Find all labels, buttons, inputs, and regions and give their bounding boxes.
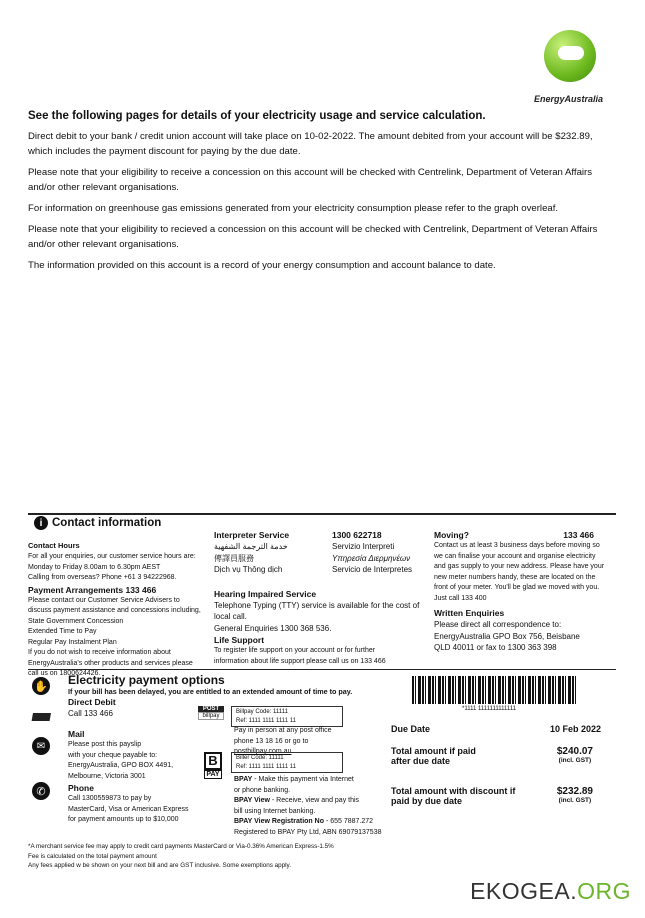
- after-due-label: Total amount if paid: [391, 746, 476, 756]
- due-date: 10 Feb 2022: [549, 724, 601, 734]
- gst-note: (incl. GST): [558, 757, 592, 764]
- bpay-line-text: - Make this payment via Internet: [252, 776, 354, 783]
- payment-arrangements-title: Payment Arrangements 133 466: [28, 584, 157, 595]
- text: discuss payment assistance and concessions including,: [28, 607, 201, 614]
- contact-title: Contact information: [52, 517, 162, 529]
- text: To register life support on your account or for further: [214, 647, 376, 654]
- bpay-line-bold: BPAY: [234, 776, 253, 783]
- info-icon: i: [34, 516, 48, 530]
- text: and gas supply to your new address. Please have your: [434, 563, 605, 570]
- interpreter-column: [214, 529, 424, 667]
- hearing-title: Hearing Impaired Service: [214, 588, 317, 599]
- moving-column: [434, 529, 614, 654]
- logo-text: EnergyAustralia: [534, 94, 604, 104]
- post-logo-text: POST: [198, 706, 224, 712]
- text: Melbourne, Victoria 3001: [68, 772, 146, 780]
- text: Telephone Typing (TTY) service is available for the cost of local call.: [214, 600, 420, 621]
- biller-ref: Ref: 1111 1111 1111 11: [236, 763, 296, 770]
- due-date-label: Due Date: [391, 724, 431, 734]
- contact-hours-column: [28, 540, 208, 680]
- text: phone 13 18 16 or go to: [234, 737, 309, 745]
- text: Servizio Interpreti: [332, 542, 395, 551]
- watermark-part: EKOGEA.: [470, 878, 578, 904]
- text: front of your meter. You'll be glad we moved with you.: [434, 584, 600, 591]
- intro-paragraph: Please note that your eligibility to recieved a concession on this account will be checked with Centrelink, Department of Veteran Affairs and/or other relevant organisations.: [28, 224, 598, 250]
- bpay-logo-text: PAY: [204, 770, 222, 779]
- discount-amount: $232.89: [556, 786, 593, 797]
- intro-heading: See the following pages for details of your electricity usage and service calculation.: [28, 110, 486, 122]
- payment-hand-icon: ✋: [32, 677, 50, 695]
- text: Servicio de Interpretes: [332, 565, 413, 574]
- text: Please contact our Customer Service Advisers to: [28, 596, 180, 604]
- text: For all your enquiries, our customer service hours are:: [28, 553, 196, 560]
- intro-paragraph: Direct debit to your bank / credit union account will take place on 10-02-2022. The amount debited from your account will be $232.89, which includes the payment discount for paying by the due date.: [28, 131, 593, 157]
- text: Υπηρεσία Διερμηνέων: [332, 553, 411, 563]
- bpay-line-text: bill using Internet banking.: [234, 807, 316, 815]
- footnote: *A merchant service fee may apply to credit card payments MasterCard or Via-0.36% American Express-1.5%: [28, 843, 334, 850]
- text: Pay in person at any post office: [234, 727, 332, 734]
- watermark-part: ORG: [577, 878, 631, 904]
- text: Dịch vụ Thông dịch: [214, 565, 283, 574]
- mail-section: [68, 728, 188, 826]
- bpay-line: [234, 786, 382, 797]
- energyaustralia-logo: [530, 30, 610, 110]
- text: with your cheque payable to:: [68, 751, 158, 759]
- text: for payment amounts up to $10,000: [68, 816, 179, 823]
- bpay-line: [234, 828, 382, 839]
- intro-paragraph: The information provided on this account is a record of your energy consumption and account balance to date.: [28, 260, 496, 271]
- interpreter-phone: 1300 622718: [332, 530, 382, 540]
- biller-code: Biller Code: 11111: [236, 755, 284, 761]
- billpay-code: Billpay Code: 11111: [236, 709, 288, 715]
- contact-header: [34, 516, 161, 530]
- footnote: Any fees applied w be shown on your next bill and are GST inclusive. Some exemptions apply.: [28, 862, 291, 869]
- bpay-line-text: or phone banking.: [234, 786, 291, 794]
- text: we can finalise your account and organise electricity: [434, 552, 596, 560]
- discount-label: paid by due date: [391, 796, 463, 806]
- phone-title: Phone: [68, 783, 94, 793]
- bpay-line: [234, 817, 382, 828]
- bpay-line-bold: BPAY View: [234, 797, 270, 804]
- text: call us on 1800624426.: [28, 670, 101, 677]
- text: Please direct all correspondence to:: [434, 620, 562, 629]
- text: Monday to Friday 8.00am to 6.30pm AEST: [28, 563, 161, 571]
- text: information about life support please call us on 133 466: [214, 657, 386, 665]
- text: 傳譯員服務: [214, 553, 254, 563]
- intro-section: [28, 110, 618, 279]
- billpay-logo-text: billpay: [198, 712, 224, 720]
- footnotes: [28, 842, 334, 871]
- text: QLD 40011 or fax to 1300 363 398: [434, 643, 557, 652]
- bpay-line-text: - 655 7887.272: [324, 818, 374, 825]
- text: If you do not wish to receive information about: [28, 649, 171, 656]
- text: new meter numbers handy, these are located on the: [434, 573, 596, 581]
- mail-title: Mail: [68, 729, 85, 739]
- bpay-line: [234, 796, 382, 807]
- text: Calling from overseas? Phone +61 3 94222968.: [28, 574, 177, 581]
- written-title: Written Enquiries: [434, 608, 505, 618]
- mail-icon: ✉: [32, 737, 50, 755]
- postbillpay-logo: [198, 706, 224, 720]
- bpay-line-bold: BPAY View Registration No: [234, 818, 324, 825]
- billpay-ref: Ref: 1111 1111 1111 11: [236, 717, 296, 724]
- postbillpay-link[interactable]: postbillpay.com.au: [234, 748, 292, 755]
- text: Contact us at least 3 business days before moving so: [434, 542, 600, 549]
- bpay-line: [234, 775, 382, 786]
- barcode: [412, 676, 578, 704]
- logo-e-icon: [544, 30, 596, 82]
- footnote: Fee is calculated on the total payment amount: [28, 852, 157, 860]
- text: Regular Pay Instalment Plan: [28, 638, 117, 646]
- direct-debit-text: Call 133 466: [68, 709, 113, 718]
- text: EnergyAustralia, GPO BOX 4491,: [68, 762, 174, 769]
- payment-subtitle: If your bill has been delayed, you are entitled to an extended amount of time to pay.: [68, 687, 353, 696]
- after-due-label: after due date: [391, 756, 451, 766]
- intro-paragraph: For information on greenhouse gas emissions generated from your electricity consumption please refer to the graph overleaf.: [28, 203, 559, 214]
- billpay-code-box: [231, 706, 343, 727]
- phone-icon: ✆: [32, 782, 50, 800]
- text: MasterCard, Visa or American Express: [68, 805, 189, 813]
- text: Just call 133 400: [434, 594, 487, 602]
- intro-paragraph: Please note that your eligibility to receive a concession on this account will be checked with Centrelink, Department of Veteran Affairs and/or other relevant organisations.: [28, 167, 593, 193]
- gst-note: (incl. GST): [558, 797, 592, 804]
- text: Call 1300559873 to pay by: [68, 795, 152, 802]
- interpreter-title: Interpreter Service: [214, 530, 290, 540]
- divider: [28, 669, 616, 670]
- moving-title: Moving?: [434, 530, 469, 540]
- bpay-logo: B PAY: [204, 752, 222, 779]
- bpay-line-text: Registered to BPAY Pty Ltd, ABN 69079137538: [234, 828, 382, 836]
- amounts-section: [391, 724, 601, 806]
- direct-debit-title: Direct Debit: [68, 697, 116, 707]
- bpay-info: [234, 775, 382, 838]
- text: EnergyAustralia's other products and services please: [28, 659, 193, 667]
- moving-phone: 133 466: [563, 530, 594, 540]
- direct-debit-icon: [32, 705, 53, 721]
- text: خدمة الترجمة الشفهية: [214, 542, 288, 551]
- discount-label: Total amount with discount if: [391, 786, 516, 796]
- text: General Enquiries 1300 368 536.: [214, 623, 332, 633]
- watermark: [470, 878, 631, 905]
- text: Please post this payslip: [68, 741, 142, 748]
- divider: [28, 513, 616, 515]
- biller-code-box: [231, 752, 343, 773]
- life-support-title: Life Support: [214, 635, 265, 645]
- text: State Government Concession: [28, 617, 124, 625]
- contact-hours-title: Contact Hours: [28, 541, 80, 550]
- bpay-line-text: - Receive, view and pay this: [269, 797, 360, 804]
- after-due-amount: $240.07: [556, 746, 593, 757]
- text: Extended Time to Pay: [28, 628, 97, 635]
- bpay-line: [234, 807, 382, 818]
- text: EnergyAustralia GPO Box 756, Beisbane: [434, 631, 580, 641]
- barcode-number: *1111 1111111111111: [462, 706, 517, 712]
- payment-title: Electricity payment options: [68, 673, 225, 687]
